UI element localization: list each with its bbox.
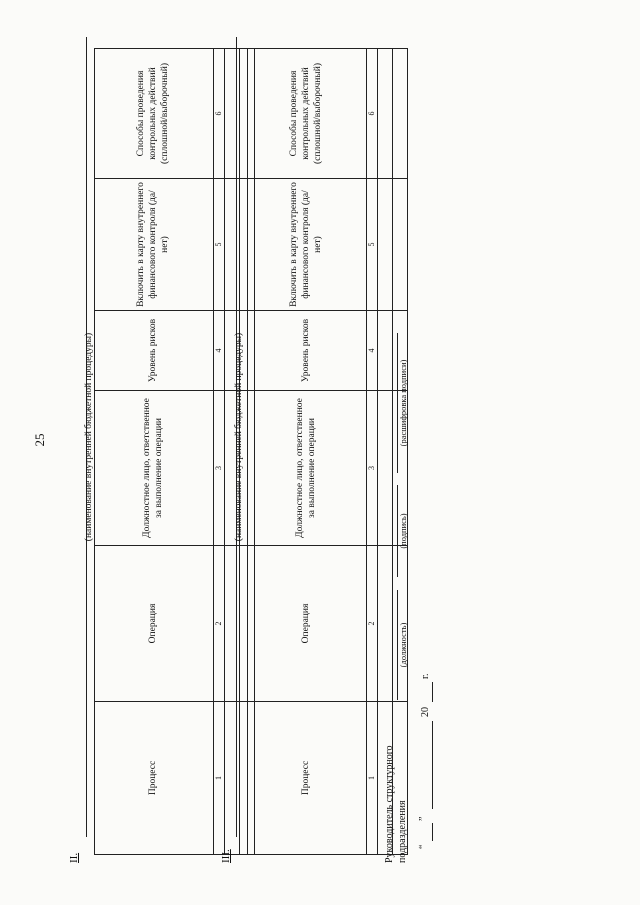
column-header: Способы проведения контрольных действий (сплошной/выборочный) (95, 49, 214, 179)
column-header: Должностное лицо, ответственное за выполнение операции (95, 391, 214, 546)
section-2-table (94, 48, 255, 855)
column-header: Уровень рисков (248, 311, 367, 391)
column-number: 2 (367, 546, 378, 702)
table-row (378, 49, 393, 855)
date-year-suffix: г. (420, 673, 431, 679)
column-header: Процесс (95, 702, 214, 855)
column-header: Операция (248, 546, 367, 702)
column-number: 1 (214, 702, 225, 855)
table-cell (378, 49, 393, 179)
table-header-row (95, 49, 214, 855)
date-month-line (432, 721, 433, 809)
date-year-line (432, 682, 433, 702)
section-2-label: II. (68, 852, 80, 863)
column-header: Процесс (248, 702, 367, 855)
section-3-procedure-caption: (наименование внутренней бюджетной процедуры) (234, 332, 244, 542)
table-cell (393, 49, 408, 179)
column-number: 6 (367, 49, 378, 179)
column-header: Включить в карту внутреннего финансового контроля (да/нет) (248, 179, 367, 311)
position-caption: (должность) (398, 622, 408, 668)
column-number: 5 (214, 179, 225, 311)
date-close-quote: ” (418, 816, 429, 821)
table-cell (378, 179, 393, 311)
signature-title-line-2: подразделения (396, 800, 408, 863)
table-cell (378, 311, 393, 391)
column-number-row (367, 49, 378, 855)
column-number: 3 (367, 391, 378, 546)
column-header: Уровень рисков (95, 311, 214, 391)
column-number: 6 (214, 49, 225, 179)
signature-title-line-1: Руководитель структурного (384, 745, 395, 863)
column-number: 3 (214, 391, 225, 546)
column-number: 5 (367, 179, 378, 311)
column-number: 4 (367, 311, 378, 391)
date-open-quote: “ (418, 844, 429, 849)
name-caption: (расшифровка подписи) (398, 359, 408, 447)
date-year-prefix: 20 (420, 707, 431, 717)
column-number: 4 (214, 311, 225, 391)
section-3-label: III. (220, 849, 232, 863)
column-header: Операция (95, 546, 214, 702)
column-number-row (214, 49, 225, 855)
section-2-procedure-caption: (наименование внутренней бюджетной процедуры) (84, 332, 94, 542)
column-header: Должностное лицо, ответственное за выполнение операции (248, 391, 367, 546)
table-cell (393, 179, 408, 311)
date-day-line (432, 823, 433, 841)
column-header: Способы проведения контрольных действий (сплошной/выборочный) (248, 49, 367, 179)
table-cell (378, 391, 393, 546)
signature-caption: (подпись) (398, 513, 408, 549)
column-header: Включить в карту внутреннего финансового контроля (да/нет) (95, 179, 214, 311)
table-cell (378, 546, 393, 702)
section-3-table (247, 48, 408, 855)
signature-title (384, 745, 409, 863)
column-number: 1 (367, 702, 378, 855)
page-number: 25 (32, 433, 47, 447)
table-header-row (248, 49, 367, 855)
column-number: 2 (214, 546, 225, 702)
